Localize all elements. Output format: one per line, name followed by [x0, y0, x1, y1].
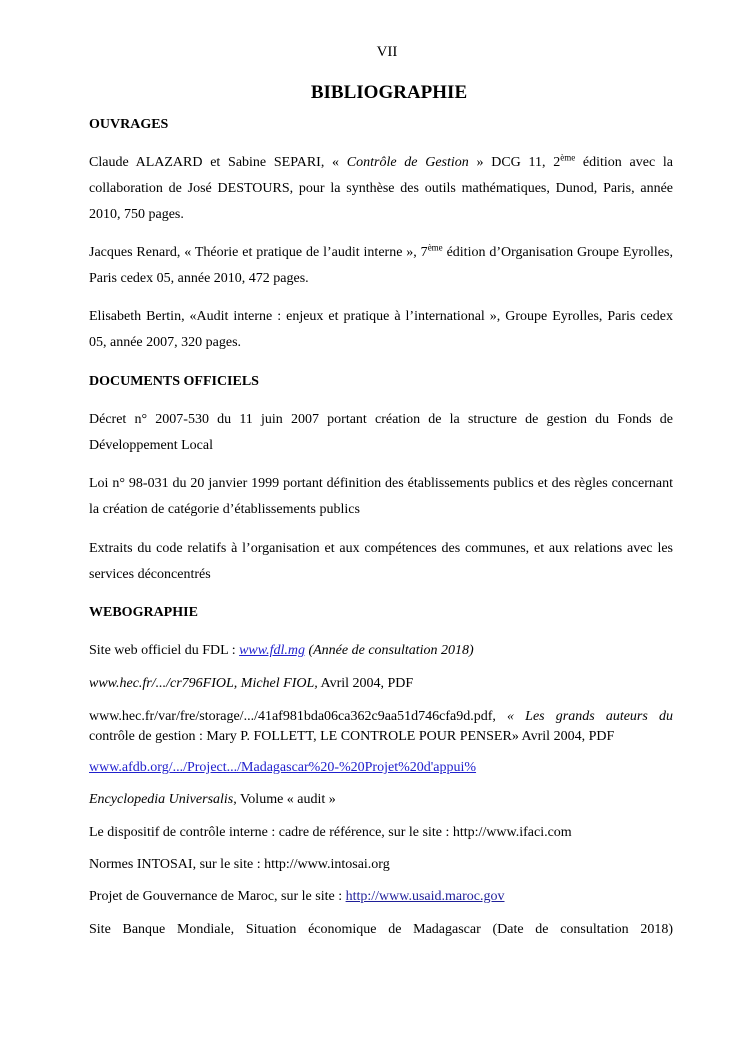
- entry-text: Encyclopedia Universalis: [89, 792, 234, 807]
- web-entry-ifaci: Le dispositif de contrôle interne : cadre de référence, sur le site : http://www.ifaci.com: [89, 825, 572, 840]
- entry-text: édition avec la collaboration de José DESTOURS, pour la synthèse des outils mathématiques, Dunod, Paris, année 2010, 750 pages.: [89, 155, 673, 222]
- web-entry-usaid: [89, 889, 673, 905]
- web-entry-banque-mondiale: Site Banque Mondiale, Situation économique de Madagascar (Date de consultation 2018): [89, 922, 673, 937]
- section-heading-webographie: WEBOGRAPHIE: [89, 605, 198, 620]
- page-title: BIBLIOGRAPHIE: [310, 82, 468, 103]
- section-heading-documents: DOCUMENTS OFFICIELS: [89, 374, 259, 389]
- entry-author: Claude ALAZARD et Sabine SEPARI, «: [89, 155, 347, 170]
- entry-title: Contrôle de Gestion: [346, 155, 469, 170]
- afdb-link[interactable]: www.afdb.org/.../Project.../Madagascar%20-%20Projet%20d'appui%: [89, 760, 477, 775]
- web-entry-intosai: Normes INTOSAI, sur le site : http://www.intosai.org: [89, 857, 390, 872]
- ouvrage-entry-alazard: [89, 150, 673, 228]
- fdl-link[interactable]: www.fdl.mg: [239, 643, 305, 658]
- entry-text: (Année de consultation 2018): [304, 643, 474, 658]
- section-heading-ouvrages: OUVRAGES: [89, 117, 169, 132]
- web-entry-afdb: [89, 760, 673, 776]
- entry-line: contrôle de gestion : Mary P. FOLLETT, LE CONTROLE POUR PENSER» Avril 2004, PDF: [89, 729, 615, 744]
- entry-text: Projet de Gouvernance de Maroc, sur le site :: [89, 889, 346, 904]
- ouvrage-entry-renard: [89, 240, 673, 292]
- document-entry-code: Extraits du code relatifs à l’organisation et aux compétences des communes, et aux relations avec les services déconcentrés: [89, 541, 673, 582]
- entry-text: « Les grands auteurs du: [495, 709, 673, 724]
- entry-text: Jacques Renard, « Théorie et pratique de l’audit interne », 7: [89, 245, 428, 260]
- entry-text: www.hec.fr/var/fre/storage/.../41af981bda06ca362c9aa51d746cfa9d.pdf,: [89, 709, 496, 724]
- web-entry-hec-fiol: [89, 676, 673, 692]
- entry-text: édition d’Organisation Groupe Eyrolles, Paris cedex 05, année 2010, 472 pages.: [89, 245, 673, 286]
- web-entry-fdl: [89, 643, 673, 659]
- superscript: ème: [560, 152, 576, 163]
- entry-text: » DCG 11, 2: [468, 155, 561, 170]
- entry-text: www.hec.fr/.../cr796FIOL, Michel FIOL,: [89, 676, 318, 691]
- ouvrage-entry-bertin: Elisabeth Bertin, «Audit interne : enjeux et pratique à l’international », Groupe Eyrolles, Paris cedex 05, année 2007, 320 pages.: [89, 309, 673, 350]
- entry-text: , Volume « audit »: [233, 792, 336, 807]
- superscript: ème: [427, 242, 443, 253]
- page-number: VII: [376, 44, 398, 60]
- web-entry-universalis: [89, 792, 673, 808]
- entry-text: Site web officiel du FDL :: [89, 643, 240, 658]
- usaid-link[interactable]: http://www.usaid.maroc.gov: [345, 889, 505, 904]
- web-entry-hec-storage: [89, 707, 673, 747]
- entry-text: Avril 2004, PDF: [317, 676, 414, 691]
- document-entry-loi: Loi n° 98-031 du 20 janvier 1999 portant définition des établissements publics et des règles concernant la création de catégorie d’établissements publics: [89, 476, 673, 517]
- document-entry-decret: Décret n° 2007-530 du 11 juin 2007 portant création de la structure de gestion du Fonds de Développement Local: [89, 412, 673, 453]
- entry-line: [89, 707, 673, 727]
